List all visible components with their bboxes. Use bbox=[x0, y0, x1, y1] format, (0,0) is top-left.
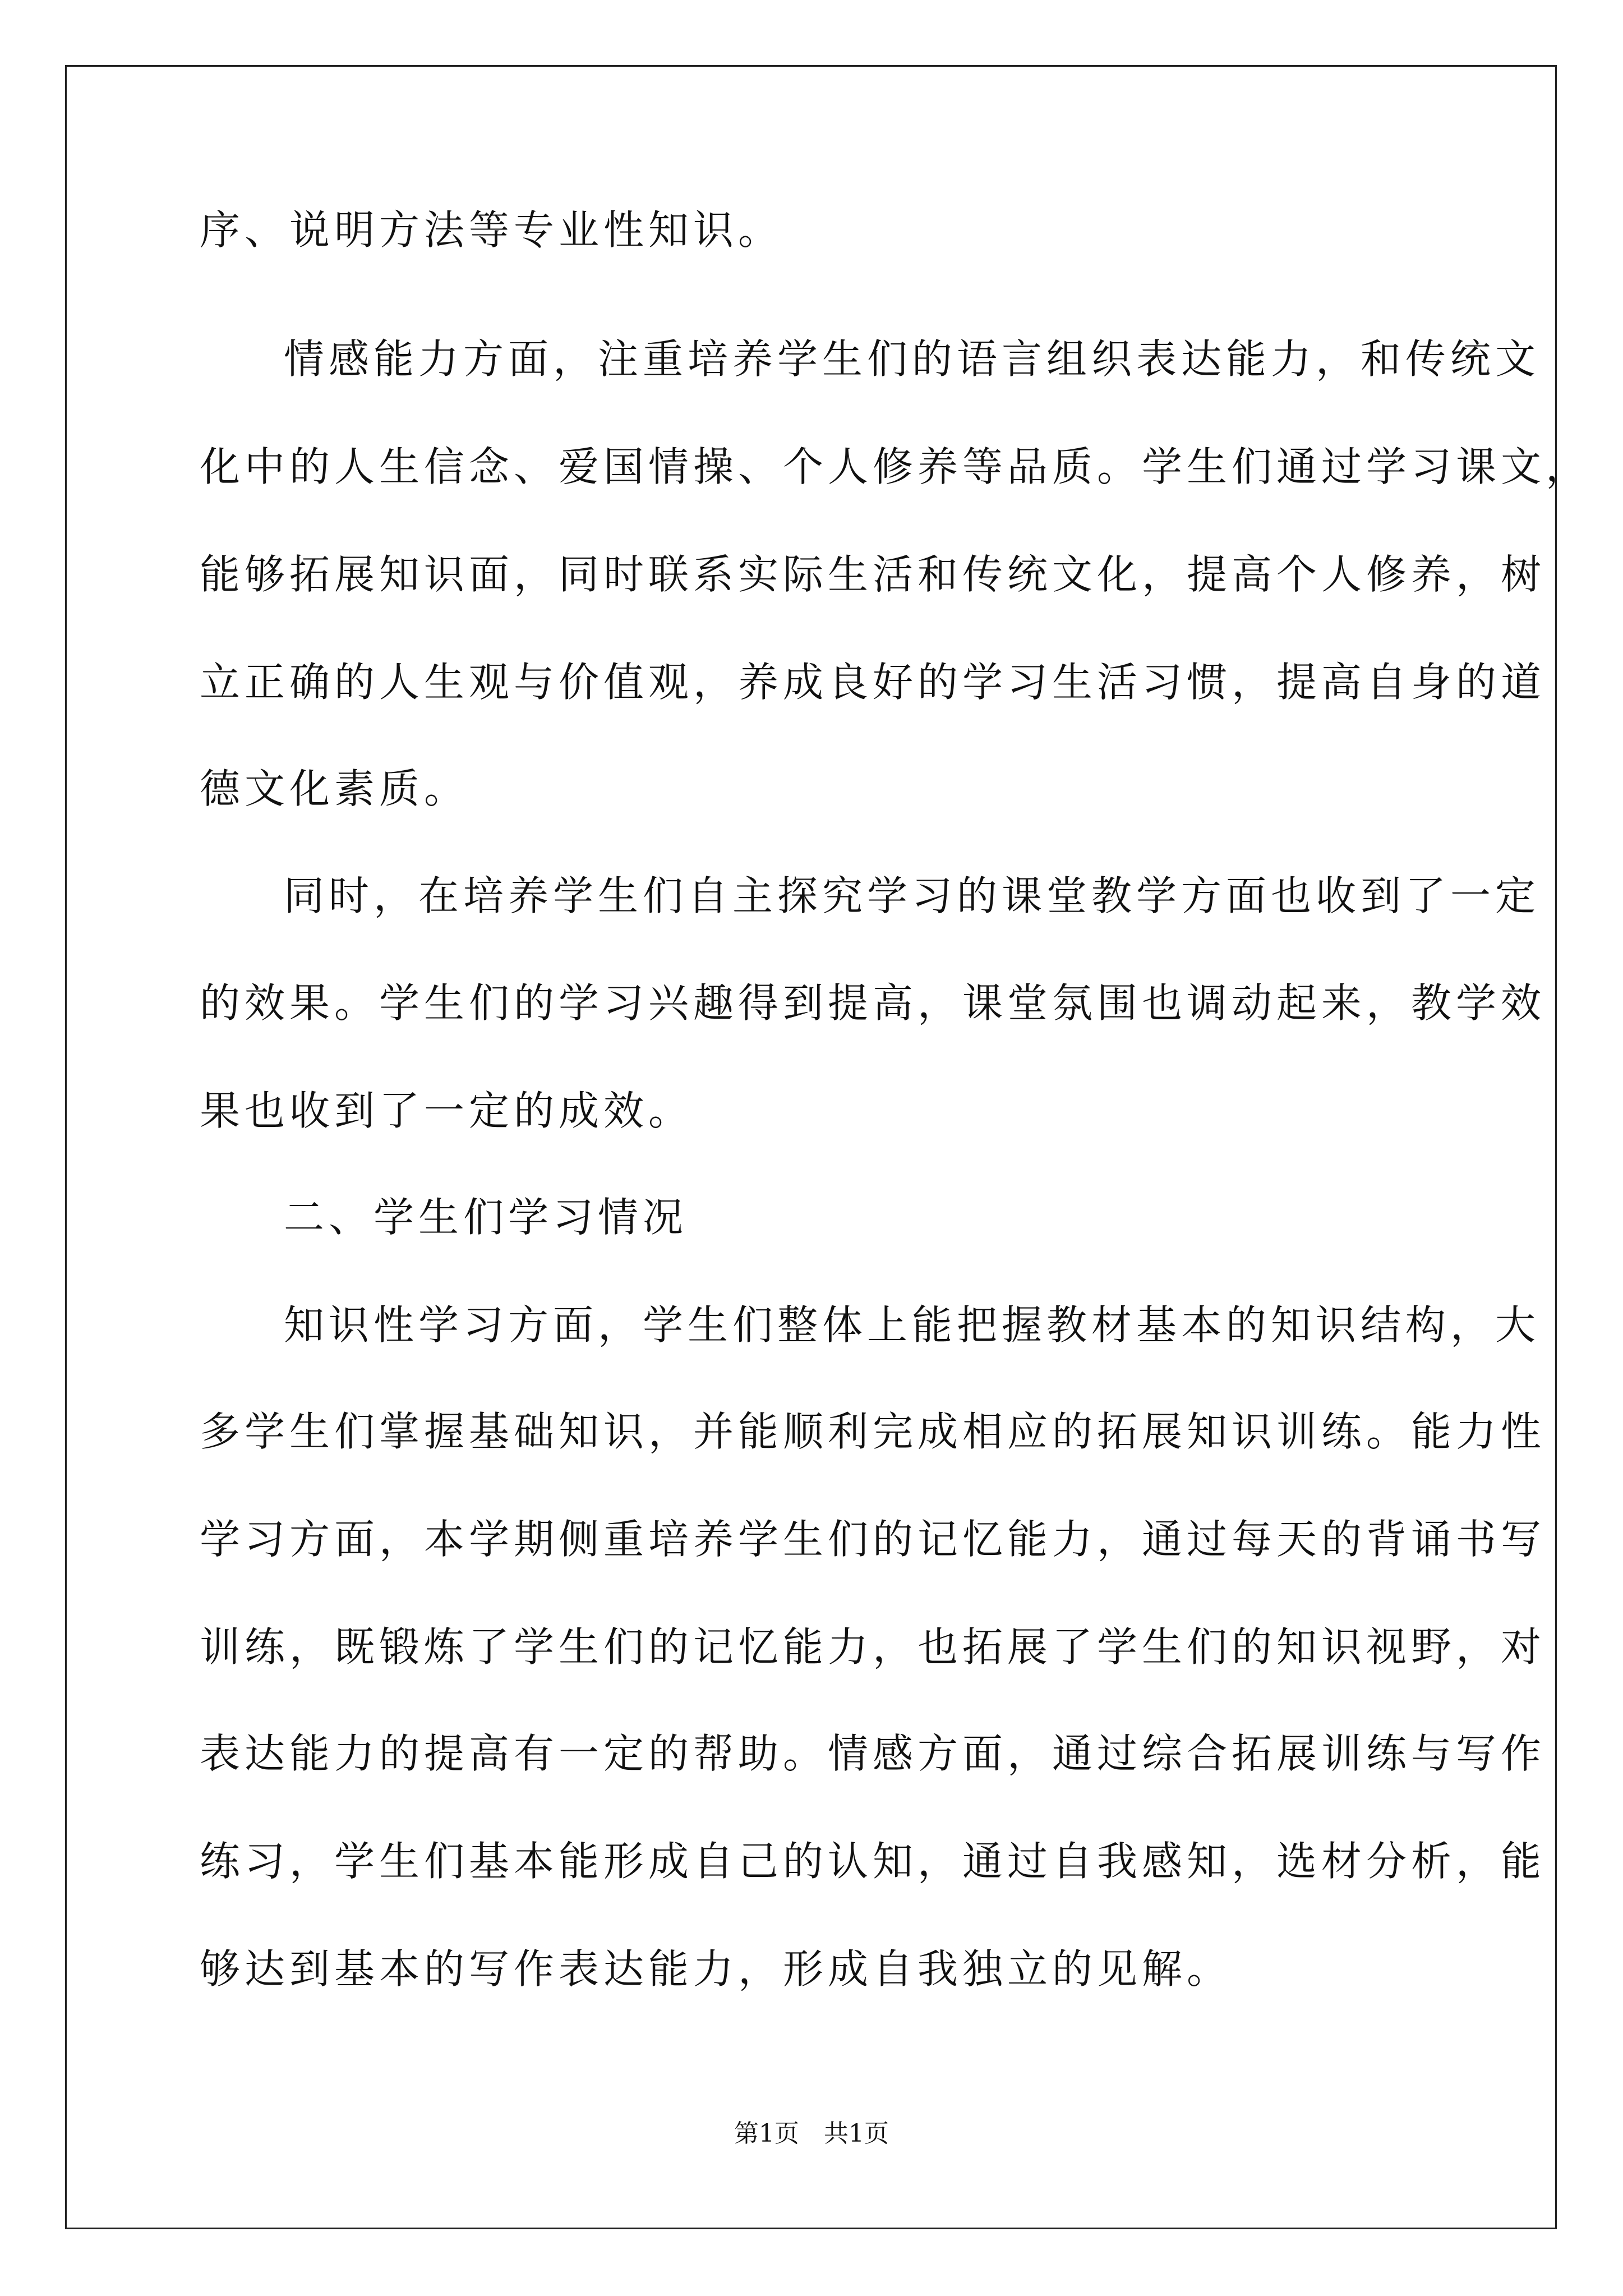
paragraph-start: 同时，在培养学生们自主探究学习的课堂教学方面也收到了一定 bbox=[284, 872, 1541, 919]
page-number-footer: 第1页 共1页 bbox=[734, 2119, 889, 2148]
text-line: 表达能力的提高有一定的帮助。情感方面，通过综合拓展训练与写作 bbox=[200, 1730, 1546, 1777]
text-line: 的效果。学生们的学习兴趣得到提高，课堂氛围也调动起来，教学效 bbox=[200, 979, 1546, 1027]
text-line: 学习方面，本学期侧重培养学生们的记忆能力，通过每天的背诵书写 bbox=[200, 1516, 1546, 1563]
text-line: 训练，既锻炼了学生们的记忆能力，也拓展了学生们的知识视野，对 bbox=[200, 1623, 1546, 1671]
text-line: 能够拓展知识面，同时联系实际生活和传统文化，提高个人修养，树 bbox=[200, 551, 1546, 598]
paragraph-start: 情感能力方面，注重培养学生们的语言组织表达能力，和传统文 bbox=[284, 335, 1541, 383]
text-line: 够达到基本的写作表达能力，形成自我独立的见解。 bbox=[200, 1945, 1232, 1993]
text-line: 多学生们掌握基础知识，并能顺利完成相应的拓展知识训练。能力性 bbox=[200, 1408, 1546, 1455]
text-line: 德文化素质。 bbox=[200, 765, 469, 812]
text-line: 化中的人生信念、爱国情操、个人修养等品质。学生们通过学习课文， bbox=[200, 443, 1591, 490]
page-border bbox=[65, 65, 1557, 2229]
text-line: 果也收到了一定的成效。 bbox=[200, 1087, 694, 1134]
text-line: 序、说明方法等专业性知识。 bbox=[200, 206, 783, 254]
text-line: 练习，学生们基本能形成自己的认知，通过自我感知，选材分析，能 bbox=[200, 1838, 1546, 1885]
section-heading: 二、学生们学习情况 bbox=[284, 1194, 688, 1241]
paragraph-start: 知识性学习方面，学生们整体上能把握教材基本的知识结构，大 bbox=[284, 1301, 1541, 1349]
text-line: 立正确的人生观与价值观，养成良好的学习生活习惯，提高自身的道 bbox=[200, 659, 1546, 706]
